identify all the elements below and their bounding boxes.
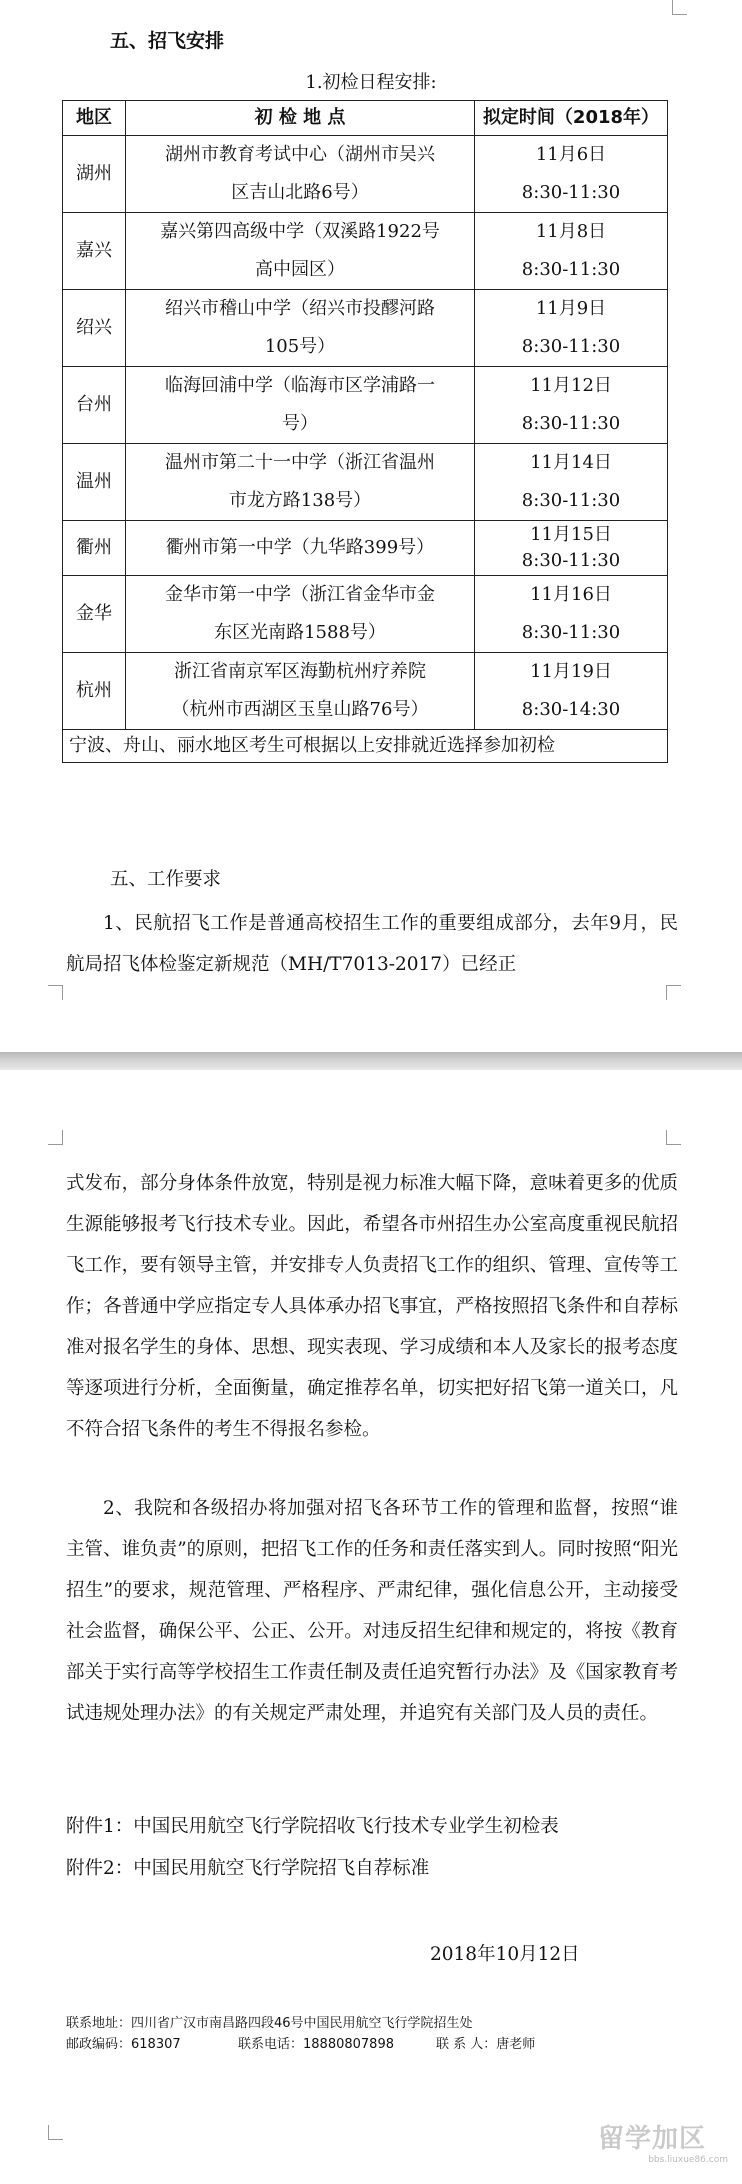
region-cell: 台州 xyxy=(63,367,126,444)
contact-postcode: 邮政编码：618307 xyxy=(66,2037,181,2052)
region-cell: 温州 xyxy=(63,444,126,521)
watermark-text: 留学加区 xyxy=(598,2124,707,2154)
time-cell: 11月19日 8:30-14:30 xyxy=(475,653,668,730)
header-time: 拟定时间（2018年） xyxy=(475,101,668,136)
region-cell: 绍兴 xyxy=(63,290,126,367)
crop-mark xyxy=(666,985,681,1000)
watermark-url: bbs.liuxue86.com xyxy=(648,2155,728,2165)
region-cell: 金华 xyxy=(63,576,126,653)
place-cell: 绍兴市稽山中学（绍兴市投醪河路 105号） xyxy=(126,290,475,367)
table-row xyxy=(63,136,668,213)
table-footer-note: 宁波、舟山、丽水地区考生可根据以上安排就近选择参加初检 xyxy=(63,730,668,763)
contact-address: 联系地址：四川省广汉市南昌路四段46号中国民用航空飞行学院招生处 xyxy=(66,2016,473,2031)
paragraph-1-start: 1、民航招飞工作是普通高校招生工作的重要组成部分，去年9月，民航局招飞体检鉴定新规范（MH/T7013-2017）已经正 xyxy=(66,913,678,975)
work-heading: 五、工作要求 xyxy=(110,869,222,890)
contact-phone: 联系电话：18880807898 xyxy=(238,2037,394,2052)
contact-person: 联 系 人：唐老师 xyxy=(436,2037,536,2052)
region-cell: 湖州 xyxy=(63,136,126,213)
document-page-2 xyxy=(0,1070,742,2184)
crop-mark xyxy=(48,985,63,1000)
place-cell: 金华市第一中学（浙江省金华市金 东区光南路1588号） xyxy=(126,576,475,653)
paragraph-1-continued: 式发布，部分身体条件放宽，特别是视力标准大幅下降，意味着更多的优质生源能够报考飞行技术专业。因此，希望各市州招生办公室高度重视民航招飞工作，要有领导主管，并安排专人负责招飞工作的组织、管理、宣传等工作；各普通中学应指定专人具体承办招飞事宜，严格按照招飞条件和自荐标准对报名学生的身体、思想、现实表现、学习成绩和本人及家长的报考态度等逐项进行分析，全面衡量，确定推荐名单，切实把好招飞第一道关口，凡不符合招飞条件的考生不得报名参检。 xyxy=(66,1173,678,1440)
time-cell: 11月14日 8:30-11:30 xyxy=(475,444,668,521)
table-footer-row xyxy=(63,730,668,763)
time-cell: 11月15日 8:30-11:30 xyxy=(475,521,668,576)
table-row xyxy=(63,290,668,367)
table-row xyxy=(63,444,668,521)
crop-mark xyxy=(666,1130,681,1145)
time-cell: 11月12日 8:30-11:30 xyxy=(475,367,668,444)
time-cell: 11月9日 8:30-11:30 xyxy=(475,290,668,367)
table-row xyxy=(63,521,668,576)
table-caption: 1.初检日程安排: xyxy=(305,72,437,93)
table-row xyxy=(63,367,668,444)
crop-mark xyxy=(672,0,687,15)
paragraph-2: 2、我院和各级招办将加强对招飞各环节工作的管理和监督，按照“谁主管、谁负责”的原则，把招飞工作的任务和责任落实到人。同时按照“阳光招生”的要求，规范管理、严格程序、严肃纪律，强化信息公开，主动接受社会监督，确保公平、公正、公开。对违反招生纪律和规定的，将按《教育部关于实行高等学校招生工作责任制及责任追究暂行办法》及《国家教育考试违规处理办法》的有关规定严肃处理，并追究有关部门及人员的责任。 xyxy=(66,1498,678,1724)
region-cell: 杭州 xyxy=(63,653,126,730)
page-separator xyxy=(0,1052,742,1070)
time-cell: 11月16日 8:30-11:30 xyxy=(475,576,668,653)
region-cell: 嘉兴 xyxy=(63,213,126,290)
table-row xyxy=(63,653,668,730)
place-cell: 温州市第二十一中学（浙江省温州 市龙方路138号） xyxy=(126,444,475,521)
header-region: 地区 xyxy=(63,101,126,136)
document-page-1 xyxy=(0,0,742,1052)
header-place: 初 检 地 点 xyxy=(126,101,475,136)
place-cell: 浙江省南京军区海勤杭州疗养院 （杭州市西湖区玉皇山路76号） xyxy=(126,653,475,730)
schedule-table xyxy=(62,100,668,763)
place-cell: 嘉兴第四高级中学（双溪路1922号 高中园区） xyxy=(126,213,475,290)
section-heading: 五、招飞安排 xyxy=(110,30,225,52)
time-cell: 11月8日 8:30-11:30 xyxy=(475,213,668,290)
watermark-logo xyxy=(598,2118,728,2170)
table-row xyxy=(63,213,668,290)
attachment-2: 附件2：中国民用航空飞行学院招飞自荐标准 xyxy=(66,1858,430,1879)
attachment-1: 附件1：中国民用航空飞行学院招收飞行技术专业学生初检表 xyxy=(66,1816,559,1837)
table-row xyxy=(63,576,668,653)
place-cell: 湖州市教育考试中心（湖州市吴兴 区吉山北路6号） xyxy=(126,136,475,213)
time-cell: 11月6日 8:30-11:30 xyxy=(475,136,668,213)
place-cell: 衢州市第一中学（九华路399号） xyxy=(126,521,475,576)
document-date: 2018年10月12日 xyxy=(430,1944,580,1965)
table-header-row xyxy=(63,101,668,136)
crop-mark xyxy=(48,1130,63,1145)
crop-mark xyxy=(48,2125,63,2140)
region-cell: 衢州 xyxy=(63,521,126,576)
place-cell: 临海回浦中学（临海市区学浦路一 号） xyxy=(126,367,475,444)
